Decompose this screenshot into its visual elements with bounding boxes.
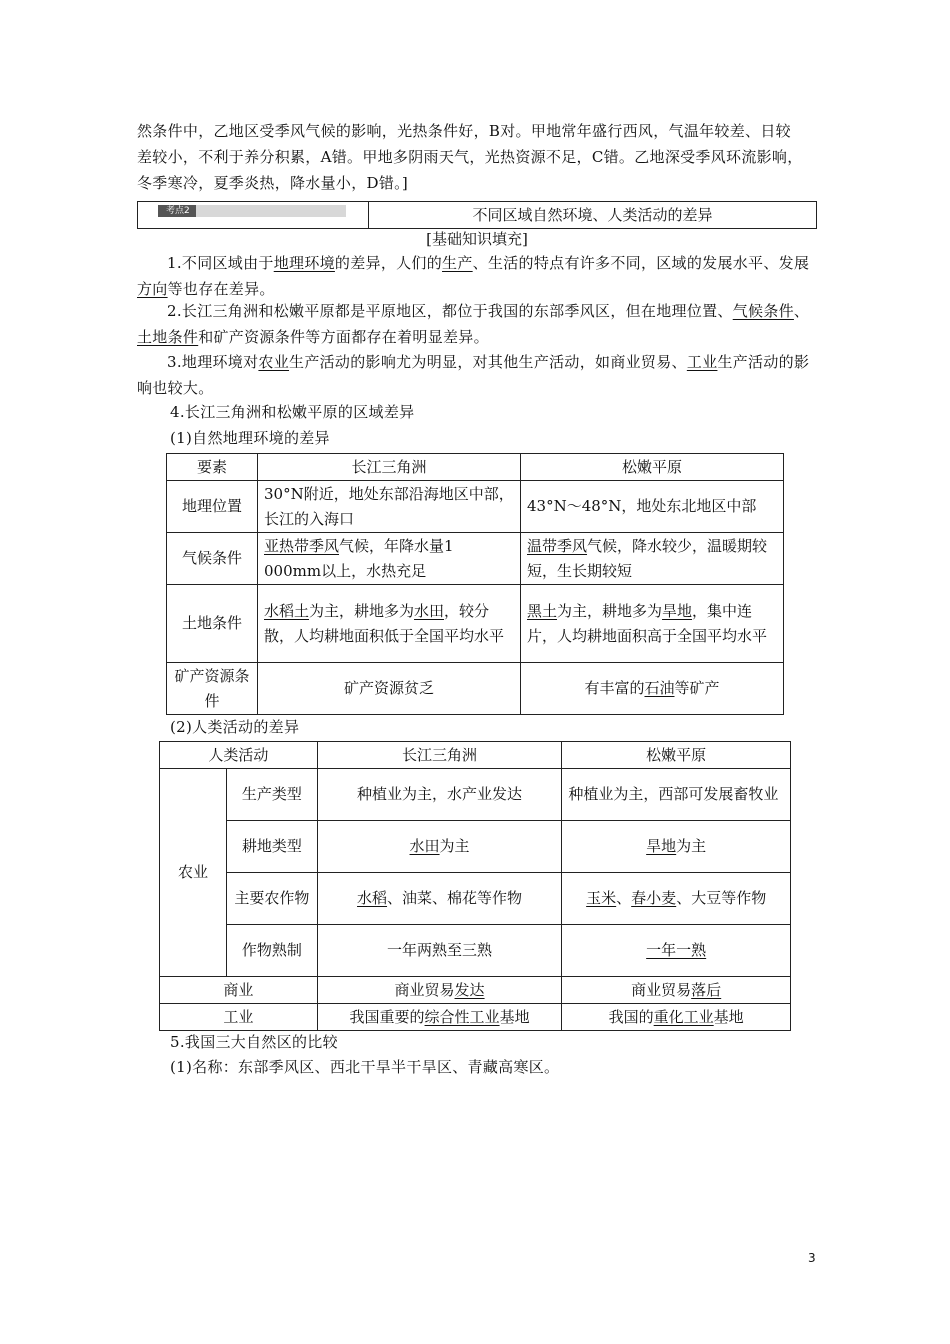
table-cell bbox=[521, 533, 784, 585]
page-number: 3 bbox=[808, 1251, 816, 1265]
table-row bbox=[160, 873, 791, 925]
table-cell: 矿产资源条件 bbox=[167, 663, 258, 715]
table-cell: 工业 bbox=[160, 1004, 318, 1031]
text-fragment: 生产活动的影响也较大。 bbox=[137, 353, 810, 397]
table-cell: 种植业为主，水产业发达 bbox=[317, 769, 562, 821]
subheading-natural: (1)自然地理环境的差异 bbox=[170, 429, 330, 447]
human-activity-table bbox=[159, 741, 791, 1031]
natural-env-table bbox=[166, 453, 784, 715]
text-fragment: 温带季风 bbox=[527, 536, 588, 555]
text-fragment: 气候，年降水量1 000mm以上，水热充足 bbox=[264, 536, 454, 580]
text-fragment: 和矿产资源条件等方面都存在着明显差异。 bbox=[198, 328, 489, 346]
text-fragment: 春小麦 bbox=[631, 889, 677, 907]
text-fragment: 方向 bbox=[137, 280, 168, 298]
text-fragment: 基地 bbox=[713, 1007, 744, 1026]
text-fragment: 重化工业 bbox=[653, 1007, 714, 1026]
text-fragment: 冬季寒冷，夏季炎热，降水量小，D错。] bbox=[137, 174, 409, 192]
text-fragment: 1.不同区域由于 bbox=[167, 254, 274, 272]
topic-badge-label: 考点2 bbox=[158, 205, 196, 217]
table-cell bbox=[258, 533, 521, 585]
table-row bbox=[167, 663, 784, 715]
table-cell bbox=[562, 925, 791, 977]
table-row bbox=[160, 742, 791, 769]
table-header: 松嫩平原 bbox=[521, 454, 784, 481]
text-fragment: 、 bbox=[616, 889, 632, 907]
table-row bbox=[167, 454, 784, 481]
text-fragment: 生产活动的影响尤为明显，对其他生产活动，如商业贸易、 bbox=[289, 353, 687, 371]
table-cell bbox=[317, 873, 562, 925]
text-fragment: 水稻土 bbox=[264, 601, 310, 620]
table-row bbox=[160, 977, 791, 1004]
table-cell bbox=[317, 821, 562, 873]
table-cell: 地理位置 bbox=[167, 481, 258, 533]
table-row bbox=[160, 925, 791, 977]
text-fragment: 工业 bbox=[686, 353, 718, 371]
text-fragment: 等矿产 bbox=[674, 679, 720, 697]
text-fragment: 我国的 bbox=[608, 1007, 654, 1026]
table-cell: 商业 bbox=[160, 977, 318, 1004]
table-cell bbox=[562, 1004, 791, 1031]
table-cell: 农业 bbox=[160, 769, 227, 977]
table-cell bbox=[317, 1004, 562, 1031]
subheading-human: (2)人类活动的差异 bbox=[170, 718, 300, 736]
text-fragment: 等也存在差异。 bbox=[167, 280, 275, 298]
point-1 bbox=[137, 250, 817, 302]
table-row bbox=[160, 821, 791, 873]
table-cell: 43°N～48°N，地处东北地区中部 bbox=[521, 481, 784, 533]
text-fragment: 、油菜、棉花等作物 bbox=[387, 889, 523, 907]
section-label: [基础知识填充] bbox=[426, 230, 528, 248]
text-fragment: 我国重要的 bbox=[349, 1007, 425, 1026]
text-fragment: ，集中连片，人均耕地面积高于全国平均水平 bbox=[527, 601, 768, 645]
text-fragment: 发达 bbox=[454, 980, 485, 999]
table-header: 松嫩平原 bbox=[562, 742, 791, 769]
table-cell: 土地条件 bbox=[167, 585, 258, 663]
text-fragment: 气候，降水较少，温暖期较短，生长期较短 bbox=[527, 536, 768, 580]
table-row bbox=[167, 481, 784, 533]
text-fragment: 商业贸易 bbox=[631, 980, 692, 999]
text-fragment: 石油 bbox=[644, 679, 675, 697]
text-fragment: 、生活的特点有许多不同，区域的发展水平、发展 bbox=[472, 254, 810, 272]
text-fragment: 黑土 bbox=[527, 601, 558, 620]
point-4-heading: 4.长江三角洲和松嫩平原的区域差异 bbox=[170, 403, 415, 421]
text-fragment: 综合性工业 bbox=[424, 1007, 500, 1026]
text-fragment: 商业贸易 bbox=[394, 980, 455, 999]
text-fragment: 有丰富的 bbox=[584, 679, 645, 697]
text-fragment: 亚热带季风 bbox=[264, 536, 340, 555]
table-cell: 生产类型 bbox=[226, 769, 317, 821]
text-fragment: 地理环境 bbox=[273, 254, 335, 272]
table-cell bbox=[521, 585, 784, 663]
table-cell: 种植业为主，西部可发展畜牧业 bbox=[562, 769, 791, 821]
text-fragment: 生产 bbox=[442, 254, 473, 272]
table-cell bbox=[562, 821, 791, 873]
point-5-heading: 5.我国三大自然区的比较 bbox=[170, 1033, 338, 1051]
text-fragment: 、大豆等作物 bbox=[676, 889, 767, 907]
topic-title: 不同区域自然环境、人类活动的差异 bbox=[472, 206, 713, 224]
text-fragment: 为主 bbox=[676, 837, 707, 855]
table-header: 长江三角洲 bbox=[258, 454, 521, 481]
table-row bbox=[167, 533, 784, 585]
text-fragment: 、 bbox=[793, 302, 810, 320]
topic-badge bbox=[158, 205, 346, 217]
table-cell bbox=[317, 977, 562, 1004]
text-fragment: 基地 bbox=[499, 1007, 530, 1026]
text-fragment: 的差异，人们的 bbox=[334, 254, 443, 272]
table-cell bbox=[562, 873, 791, 925]
text-fragment: ，较分散，人均耕地面积低于全国平均水平 bbox=[264, 601, 505, 645]
answer-explanation bbox=[137, 118, 817, 196]
text-fragment: 水稻 bbox=[357, 889, 388, 907]
text-fragment: 2.长江三角洲和松嫩平原都是平原地区，都位于我国的东部季风区，但在地理位置、 bbox=[167, 302, 733, 320]
topic-badge-cell bbox=[138, 202, 369, 228]
table-row bbox=[160, 769, 791, 821]
point-2 bbox=[137, 298, 817, 350]
text-fragment: 为主 bbox=[439, 837, 470, 855]
table-cell: 矿产资源贫乏 bbox=[258, 663, 521, 715]
table-cell: 气候条件 bbox=[167, 533, 258, 585]
table-cell: 主要农作物 bbox=[226, 873, 317, 925]
table-cell bbox=[562, 977, 791, 1004]
text-fragment: 然条件中，乙地区受季风气候的影响，光热条件好，B对。甲地常年盛行西风，气温年较差、日较 bbox=[137, 122, 791, 140]
text-fragment: 气候条件 bbox=[732, 302, 794, 320]
text-fragment: 旱地 bbox=[646, 837, 677, 855]
text-fragment: 落后 bbox=[691, 980, 722, 999]
table-cell: 作物熟制 bbox=[226, 925, 317, 977]
text-fragment: 差较小，不利于养分积累，A错。甲地多阴雨天气，光热资源不足，C错。乙地深受季风环流影响， bbox=[137, 148, 803, 166]
table-header: 长江三角洲 bbox=[317, 742, 562, 769]
table-row bbox=[160, 1004, 791, 1031]
text-fragment: 土地条件 bbox=[137, 328, 199, 346]
text-fragment: 3.地理环境对 bbox=[167, 353, 259, 371]
table-row bbox=[167, 585, 784, 663]
topic-header bbox=[137, 201, 817, 229]
table-cell: 耕地类型 bbox=[226, 821, 317, 873]
point-3 bbox=[137, 349, 817, 401]
text-fragment: 一年一熟 bbox=[646, 941, 707, 959]
text-fragment: 为主，耕地多为 bbox=[309, 601, 415, 620]
table-cell: 一年两熟至三熟 bbox=[317, 925, 562, 977]
point-5-names: (1)名称：东部季风区、西北干旱半干旱区、青藏高寒区。 bbox=[170, 1058, 560, 1076]
text-fragment: 水田 bbox=[409, 837, 440, 855]
table-header: 要素 bbox=[167, 454, 258, 481]
text-fragment: 为主，耕地多为 bbox=[557, 601, 663, 620]
text-fragment: 农业 bbox=[258, 353, 290, 371]
text-fragment: 玉米 bbox=[586, 889, 617, 907]
table-cell: 30°N附近，地处东部沿海地区中部，长江的入海口 bbox=[258, 481, 521, 533]
text-fragment: 旱地 bbox=[662, 601, 693, 620]
table-cell bbox=[521, 663, 784, 715]
table-header: 人类活动 bbox=[160, 742, 318, 769]
text-fragment: 水田 bbox=[414, 601, 445, 620]
table-cell bbox=[258, 585, 521, 663]
